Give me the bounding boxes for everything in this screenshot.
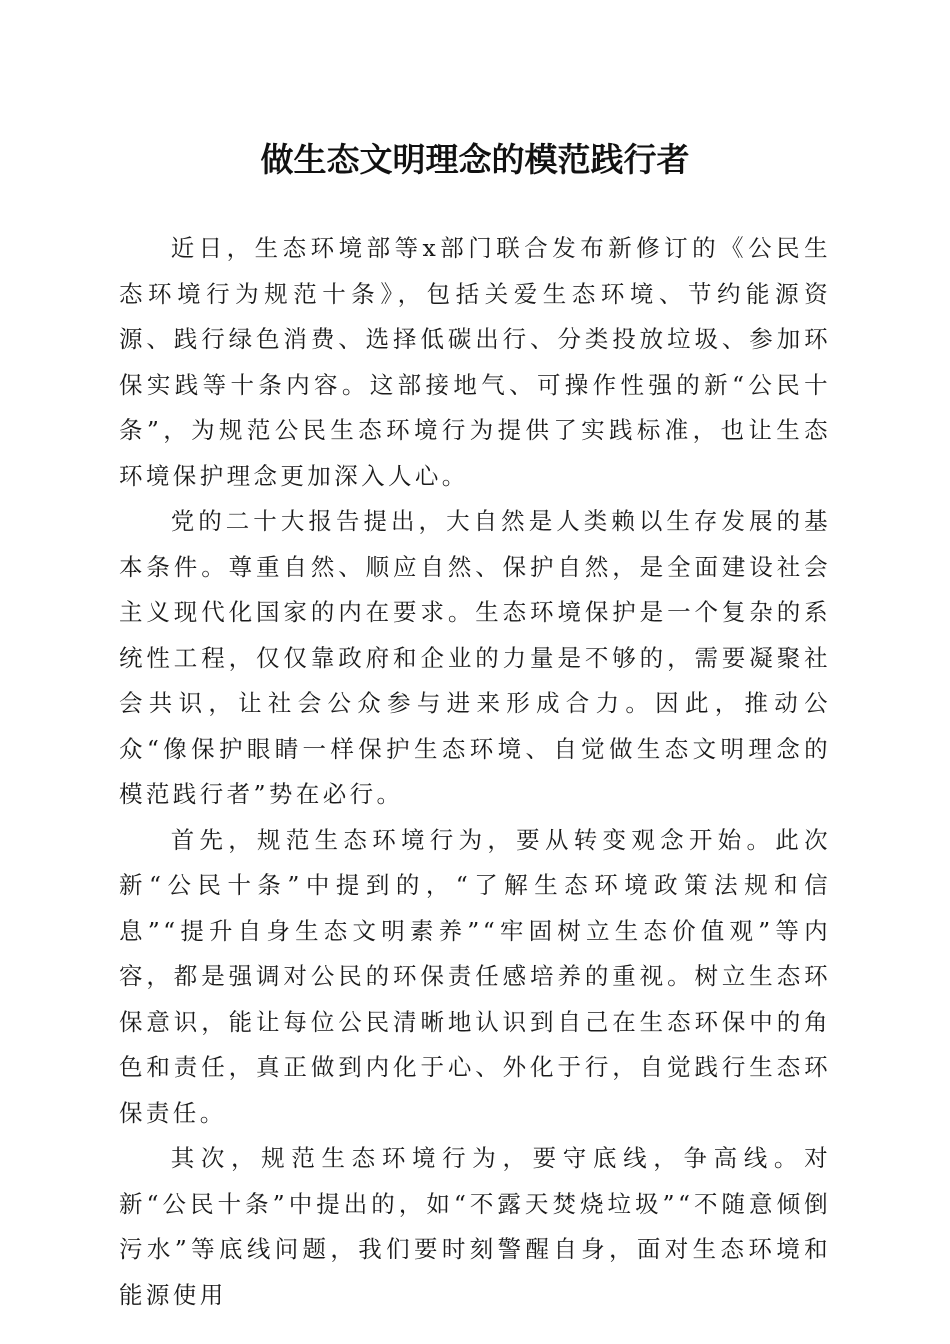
document-title: 做生态文明理念的模范践行者	[260, 140, 690, 179]
document-body	[119, 226, 831, 1318]
paragraph-1: 近日，生态环境部等x部门联合发布新修订的《公民生态环境行为规范十条》，包括关爱生态环境、节约能源资源、践行绿色消费、选择低碳出行、分类投放垃圾、参加环保实践等十条内容。这部接地气、可操作性强的新“公民十条”，为规范公民生态环境行为提供了实践标准，也让生态环境保护理念更加深入人心。	[119, 234, 831, 490]
paragraph-4: 其次，规范生态环境行为，要守底线，争高线。对新“公民十条”中提出的，如“不露天焚烧垃圾”“不随意倾倒污水”等底线问题，我们要时刻警醒自身，面对生态环境和能源使用	[119, 1144, 831, 1309]
paragraph-2: 党的二十大报告提出，大自然是人类赖以生存发展的基本条件。尊重自然、顺应自然、保护自然，是全面建设社会主义现代化国家的内在要求。生态环境保护是一个复杂的系统性工程，仅仅靠政府和企业的力量是不够的，需要凝聚社会共识，让社会公众参与进来形成合力。因此，推动公众“像保护眼睛一样保护生态环境、自觉做生态文明理念的模范践行者”势在必行。	[119, 507, 831, 808]
paragraph-3: 首先，规范生态环境行为，要从转变观念开始。此次新“公民十条”中提到的，“了解生态环境政策法规和信息”“提升自身生态文明素养”“牢固树立生态价值观”等内容，都是强调对公民的环保责任感培养的重视。树立生态环保意识，能让每位公民清晰地认识到自己在生态环保中的角色和责任，真正做到内化于心、外化于行，自觉践行生态环保责任。	[119, 825, 831, 1127]
